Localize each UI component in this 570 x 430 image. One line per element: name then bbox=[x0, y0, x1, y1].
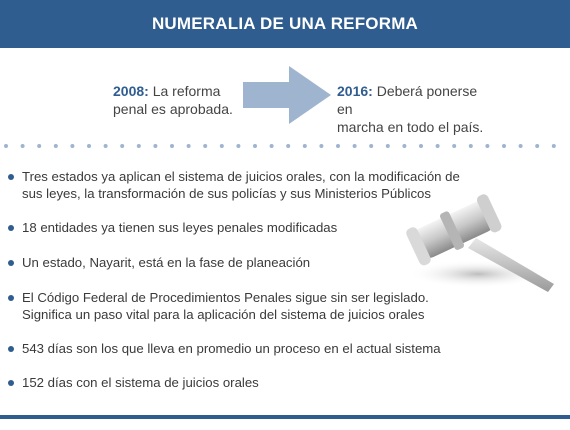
header-bar bbox=[0, 0, 570, 48]
list-item bbox=[8, 219, 337, 236]
list-item-text: El Código Federal de Procedimientos Penales sigue sin ser legislado. bbox=[22, 290, 429, 305]
divider-dot bbox=[353, 144, 357, 148]
divider-dot bbox=[502, 144, 506, 148]
divider-dot bbox=[236, 144, 240, 148]
divider-dot bbox=[70, 144, 74, 148]
timeline-end-year: 2016: bbox=[337, 83, 373, 99]
divider-dot bbox=[303, 144, 307, 148]
divider-dot bbox=[469, 144, 473, 148]
divider-dot bbox=[54, 144, 58, 148]
bullet-icon bbox=[8, 225, 14, 231]
page-title: NUMERALIA DE UNA REFORMA bbox=[151, 14, 419, 33]
divider-dot bbox=[137, 144, 141, 148]
list-item-text: sus leyes, la transformación de sus policías y sus Ministerios Públicos bbox=[22, 186, 431, 201]
list-item-text: 543 días son los que lleva en promedio un proceso en el actual sistema bbox=[22, 341, 441, 356]
list-item-text: Un estado, Nayarit, está en la fase de planeación bbox=[22, 255, 311, 270]
divider-dot bbox=[104, 144, 108, 148]
divider-dot bbox=[153, 144, 157, 148]
bullet-icon bbox=[8, 380, 14, 386]
divider-dot bbox=[4, 144, 8, 148]
divider-dot bbox=[419, 144, 423, 148]
timeline-end-text-2: marcha en todo el país. bbox=[337, 119, 484, 135]
timeline-start-year: 2008: bbox=[113, 83, 149, 99]
divider-dot bbox=[187, 144, 191, 148]
divider-dot bbox=[535, 144, 539, 148]
list-item bbox=[8, 254, 310, 271]
divider-dot bbox=[120, 144, 124, 148]
list-item-text: Tres estados ya aplican el sistema de juicios orales, con la modificación de bbox=[22, 169, 460, 184]
list-item-text: Significa un paso vital para la aplicación del sistema de juicios orales bbox=[22, 307, 425, 322]
list-item bbox=[8, 340, 441, 357]
list-item-text: 152 días con el sistema de juicios orales bbox=[22, 375, 259, 390]
divider-dot bbox=[386, 144, 390, 148]
divider-dot bbox=[37, 144, 41, 148]
list-item bbox=[8, 374, 259, 391]
divider-dot bbox=[220, 144, 224, 148]
divider-dot bbox=[436, 144, 440, 148]
bullet-icon bbox=[8, 295, 14, 301]
list-item-text: 18 entidades ya tienen sus leyes penales modificadas bbox=[22, 220, 338, 235]
divider-dot bbox=[336, 144, 340, 148]
timeline-start-text-2: penal es aprobada. bbox=[113, 101, 233, 117]
divider-dot bbox=[402, 144, 406, 148]
divider-dot bbox=[452, 144, 456, 148]
divider-dot bbox=[270, 144, 274, 148]
timeline bbox=[0, 48, 570, 140]
divider-dot bbox=[286, 144, 290, 148]
divider-dot bbox=[203, 144, 207, 148]
list-item bbox=[8, 289, 429, 323]
divider-dot bbox=[319, 144, 323, 148]
list-item bbox=[8, 168, 460, 202]
divider-dot bbox=[170, 144, 174, 148]
divider-dot bbox=[519, 144, 523, 148]
divider-dot bbox=[485, 144, 489, 148]
timeline-end-text: Deberá ponerse en bbox=[337, 83, 478, 117]
divider-dot bbox=[87, 144, 91, 148]
timeline-start bbox=[113, 82, 238, 118]
divider-dot bbox=[552, 144, 556, 148]
divider-dot bbox=[369, 144, 373, 148]
right-arrow-icon bbox=[243, 66, 331, 124]
bullet-icon bbox=[8, 260, 14, 266]
bullet-icon bbox=[8, 174, 14, 180]
timeline-start-text: La reforma bbox=[152, 83, 221, 99]
gavel-icon bbox=[398, 188, 558, 298]
timeline-end bbox=[337, 82, 487, 136]
divider-dot bbox=[253, 144, 257, 148]
bullet-icon bbox=[8, 346, 14, 352]
divider-dot bbox=[21, 144, 25, 148]
footer-bar bbox=[0, 415, 570, 419]
dotted-divider bbox=[0, 140, 570, 152]
